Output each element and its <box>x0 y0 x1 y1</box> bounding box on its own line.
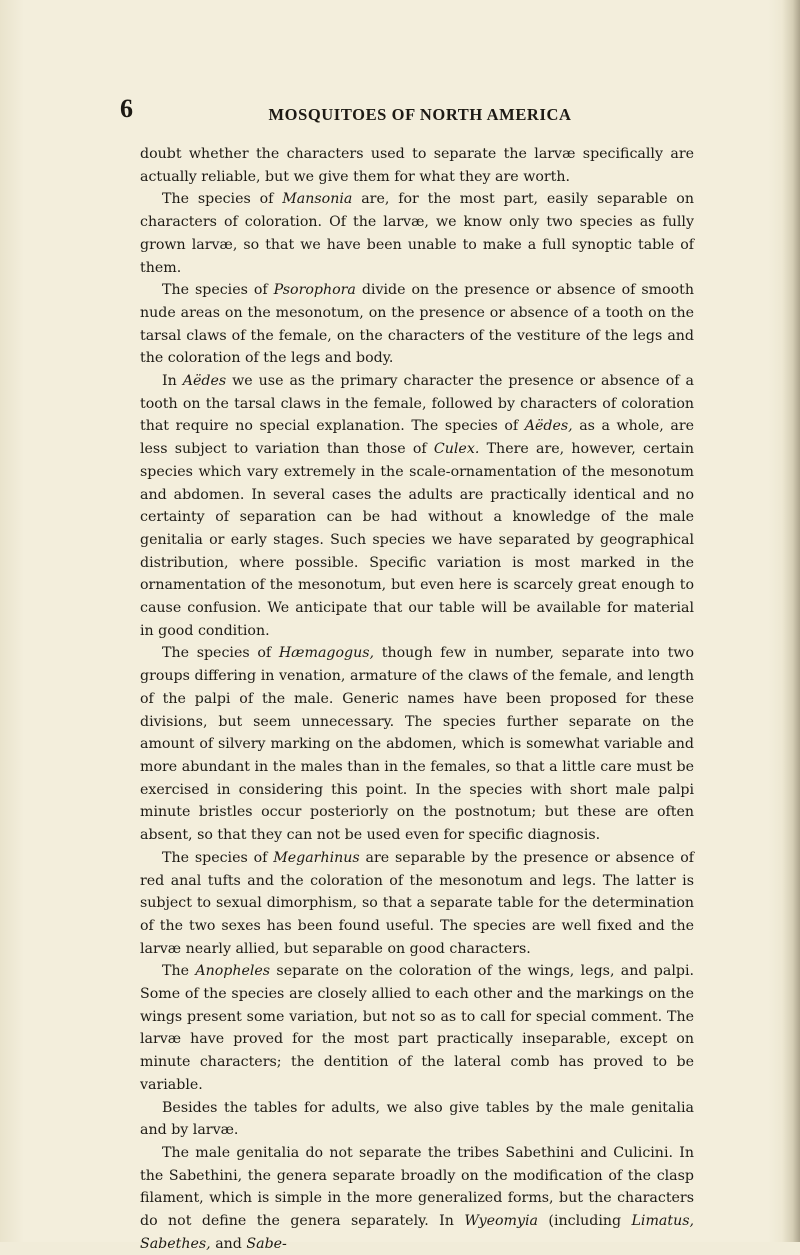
paragraph <box>140 279 694 370</box>
paragraph <box>140 642 694 846</box>
page-number: 6 <box>120 94 133 123</box>
text-run: The species of <box>162 849 274 866</box>
italic-term: Psorophora <box>273 282 356 299</box>
italic-term: Mansonia <box>282 191 353 208</box>
italic-term: Aëdes, <box>524 418 573 435</box>
paragraph <box>140 370 694 642</box>
paragraph <box>140 960 694 1096</box>
paragraph <box>140 1097 694 1142</box>
page-header <box>120 94 700 134</box>
italic-term: Limatus, Sabethes, <box>140 1213 694 1252</box>
paragraph <box>140 1142 694 1255</box>
text-run: The male genitalia do not separate the tribes Sabethini and Culicini. In the Sabethini, the genera separate broadly on the modification of the clasp filament, which is simple in the more generalized forms, but the characters do not define the genera separately. In <box>140 1144 694 1230</box>
paragraph <box>140 847 694 961</box>
text-run: The species of <box>162 282 274 299</box>
text-run: are, for the most part, easily separable on characters of coloration. Of the larvæ, we know only two species as fully grown larvæ, so that we have been unable to make a full synoptic table of them. <box>140 191 694 276</box>
text-run: There are, however, certain species which vary extremely in the scale-ornamentation of the mesonotum and abdomen. In several cases the adults are practically identical and no certainty of separation can be had without a knowledge of the male genitalia or early stages. Such species we have separated by geographical distribution, where possible. Specific variation is most marked in the ornamentation of the mesonotum, but even here is scarcely great enough to cause confusion. We anticipate that our table will be available for material in good condition. <box>140 441 694 639</box>
text-run: doubt whether the characters used to separate the larvæ specifically are actually reliable, but we give them for what they are worth. <box>140 146 694 185</box>
text-run: Besides the tables for adults, we also give tables by the male genitalia and by larvæ. <box>140 1099 694 1139</box>
italic-term: Anopheles <box>195 963 271 980</box>
paragraph <box>140 188 694 279</box>
paragraph <box>140 143 694 188</box>
text-run: divide on the presence or absence of smooth nude areas on the mesonotum, on the presence or absence of a tooth on the tarsal claws of the female, on the characters of the vestiture of the legs and the coloration of the legs and body. <box>140 282 694 367</box>
text-run: are separable by the presence or absence of red anal tufts and the coloration of the mesonotum and legs. The latter is subject to sexual dimorphism, so that a separate table for the determination of the two sexes has been found useful. The species are well fixed and the larvæ nearly allied, but separable on good characters. <box>140 849 694 957</box>
italic-term: Aëdes <box>182 373 227 390</box>
body-text <box>140 143 694 1255</box>
text-run: In <box>162 373 183 390</box>
text-run: The species of <box>162 645 279 662</box>
text-run: as a whole, are less subject to variation than those of <box>140 418 694 458</box>
text-run: separate on the coloration of the wings, legs, and palpi. Some of the species are closely allied to each other and the markings on the wings present some variation, but not so as to call for special comment. The larvæ have proved for the most part practically inseparable, except on minute characters; the dentition of the lateral comb has proved to be variable. <box>140 963 694 1093</box>
text-run: The species of <box>162 191 283 208</box>
italic-term: Megarhinus <box>273 849 360 866</box>
italic-term: Hæmagogus, <box>278 645 375 662</box>
page-edge-shadow <box>782 0 800 1242</box>
italic-term: Sabe- <box>246 1235 287 1252</box>
text-run: and <box>210 1235 247 1252</box>
italic-term: Wyeomyia <box>464 1213 538 1230</box>
italic-term: Culex. <box>433 441 480 458</box>
text-run: The <box>162 963 196 980</box>
text-run: though few in number, separate into two groups differing in venation, armature of the claws of the female, and length of the palpi of the male. Generic names have been proposed for these divisions, but seem unnecessary. The species further separate on the amount of silvery marking on the abdomen, which is somewhat variable and more abundant in the males than in the females, so that a little care must be exercised in considering this point. In the species with short male palpi minute bristles occur posteriorly on the postnotum; but these are often absent, so that they can not be used even for specific diagnosis. <box>140 645 694 844</box>
text-run: (including <box>538 1213 632 1230</box>
running-head: MOSQUITOES OF NORTH AMERICA <box>268 105 572 124</box>
text-run: we use as the primary character the presence or absence of a tooth on the tarsal claws in the female, followed by characters of coloration that require no special explanation. The species of <box>140 373 694 435</box>
